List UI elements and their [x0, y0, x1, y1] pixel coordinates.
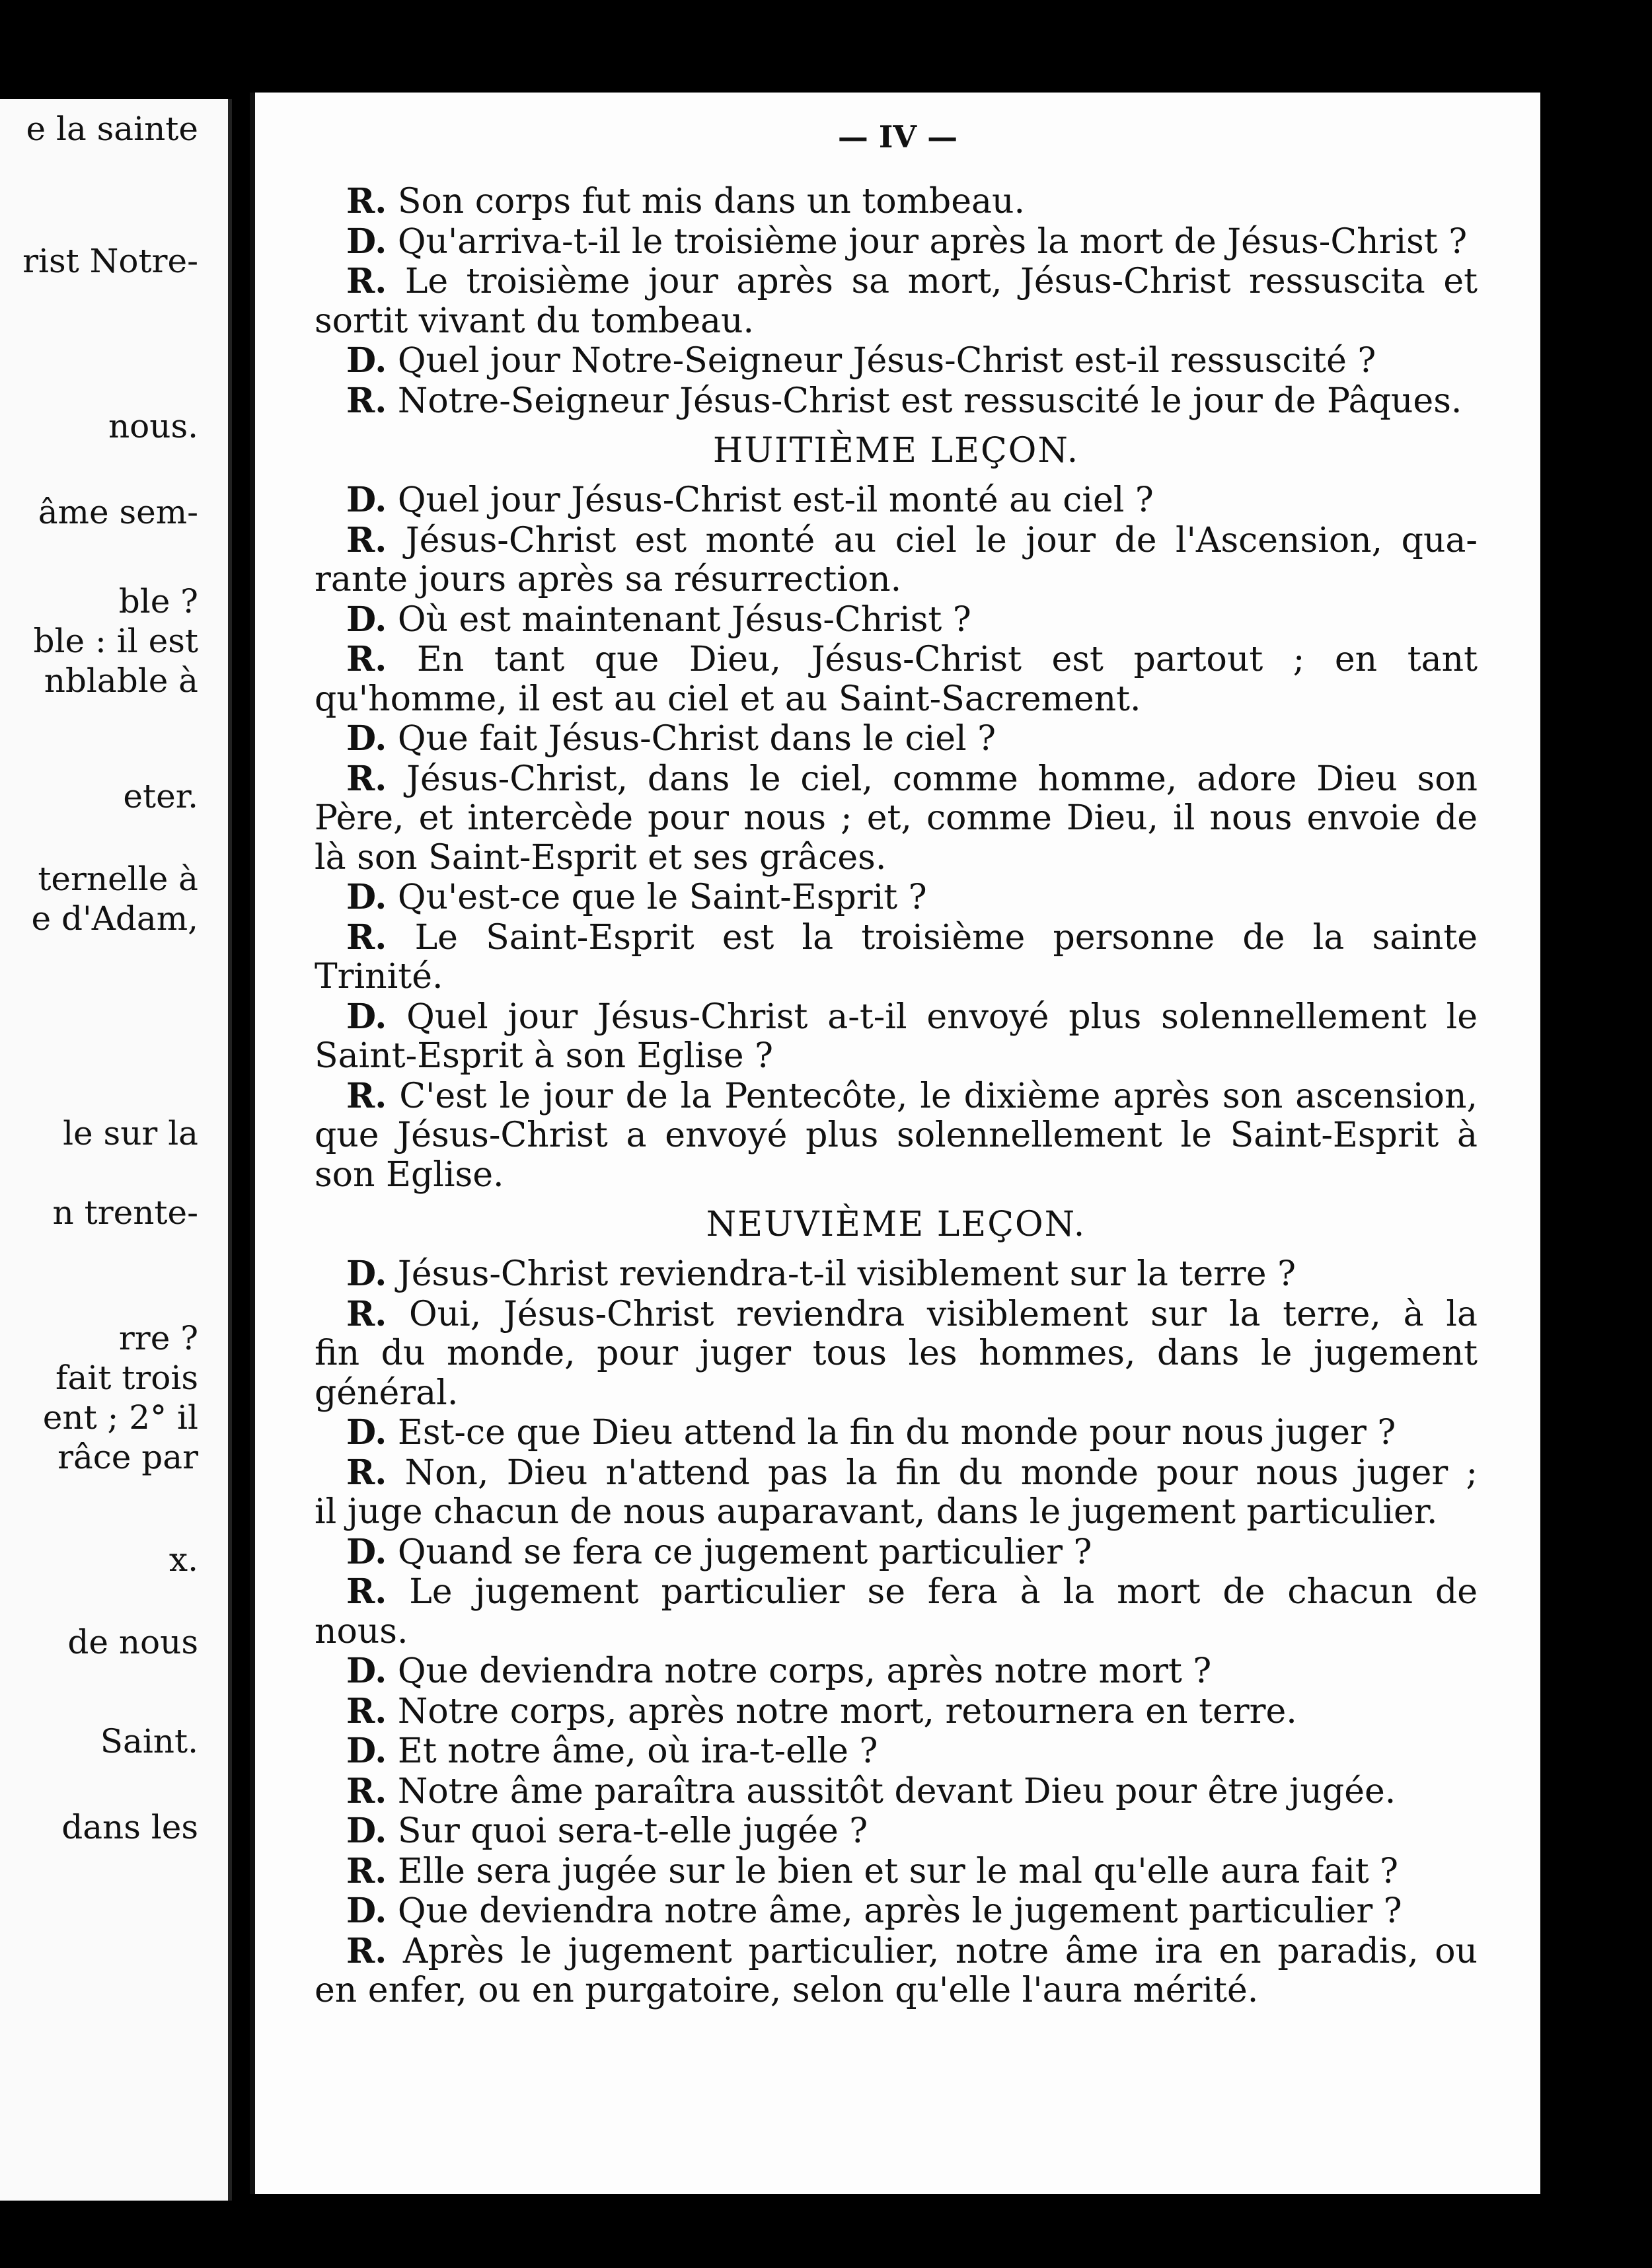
line-text: là son Saint-Esprit et ses grâces.	[315, 837, 887, 878]
text-line	[315, 1852, 1478, 1892]
text-line	[315, 878, 1478, 918]
line-text: Quel jour Notre-Seigneur Jésus-Christ est-il ressuscité ?	[397, 341, 1376, 381]
text-line	[315, 222, 1478, 262]
page-number: — IV —	[837, 119, 958, 155]
line-text: Quand se fera ce jugement particulier ?	[397, 1532, 1092, 1572]
question-label: D.	[346, 718, 387, 759]
line-text: rante jours après sa résurrection.	[315, 560, 902, 599]
question-label: D.	[346, 340, 387, 381]
line-text: C'est le jour de la Pentecôte, le dixième après son ascension,	[399, 1076, 1478, 1116]
text-line	[315, 1772, 1478, 1812]
question-label: D.	[346, 1412, 387, 1453]
answer-label: R.	[346, 261, 387, 301]
text-line	[315, 1374, 1478, 1414]
left-page-fragment: rre ?	[118, 1319, 198, 1357]
text-line	[315, 1932, 1478, 1972]
left-page-fragment: le sur la	[63, 1114, 198, 1153]
line-text: Saint-Esprit à son Eglise ?	[315, 1036, 773, 1076]
text-line	[315, 1156, 1478, 1195]
text-line	[315, 958, 1478, 997]
line-text: Que deviendra notre corps, après notre mort ?	[397, 1651, 1212, 1691]
line-text: son Eglise.	[315, 1154, 504, 1195]
left-page-fragment: ent ; 2° il	[42, 1398, 198, 1437]
line-text: Son corps fut mis dans un tombeau.	[397, 182, 1026, 221]
question-label: D.	[346, 480, 387, 520]
question-label: D.	[346, 1731, 387, 1771]
question-label: D.	[346, 1254, 387, 1294]
line-text: Quel jour Jésus-Christ est-il monté au ciel ?	[397, 480, 1154, 520]
answer-label: R.	[346, 181, 387, 221]
text-line	[315, 1971, 1478, 2011]
text-line	[315, 918, 1478, 958]
question-label: D.	[346, 221, 387, 262]
text-line	[315, 1334, 1478, 1374]
text-line	[315, 1254, 1478, 1295]
lesson-heading: NEUVIÈME LEÇON.	[706, 1205, 1086, 1244]
answer-label: R.	[346, 1930, 387, 1971]
text-line	[315, 1493, 1478, 1532]
question-label: D.	[346, 1891, 387, 1931]
text-line	[315, 1077, 1478, 1117]
text-line	[315, 759, 1478, 800]
left-page-fragment: de nous	[67, 1623, 198, 1661]
line-text: Après le jugement particulier, notre âme ira en paradis, ou	[402, 1931, 1478, 1971]
text-line	[315, 1413, 1478, 1453]
text-line	[315, 1731, 1478, 1772]
line-text: Et notre âme, où ira-t-elle ?	[397, 1731, 878, 1771]
left-page-fragment: ble ?	[118, 582, 198, 621]
text-line	[315, 1037, 1478, 1077]
line-text: Notre-Seigneur Jésus-Christ est ressuscité le jour de Pâques.	[397, 381, 1462, 421]
left-page-fragment: ternelle à	[38, 860, 198, 898]
text-line	[315, 1612, 1478, 1652]
line-text: Est-ce que Dieu attend la fin du monde pour nous juger ?	[397, 1413, 1396, 1453]
line-text: Père, et intercède pour nous ; et, comme Dieu, il nous envoie de	[315, 798, 1478, 838]
text-line	[315, 381, 1478, 422]
text-line	[315, 839, 1478, 878]
line-text: Notre âme paraîtra aussitôt devant Dieu pour être jugée.	[397, 1771, 1396, 1811]
left-page-fragment: nblable à	[44, 662, 198, 700]
line-text: En tant que Dieu, Jésus-Christ est partout ; en tant	[416, 640, 1478, 679]
line-text: Non, Dieu n'attend pas la fin du monde pour nous juger ;	[404, 1453, 1478, 1493]
left-page-fragment: fait trois	[55, 1359, 198, 1397]
left-page-fragment: nous.	[108, 407, 198, 445]
line-text: Que deviendra notre âme, après le jugement particulier ?	[397, 1891, 1402, 1931]
text-line	[315, 560, 1478, 600]
answer-label: R.	[346, 917, 387, 958]
text-line	[315, 1453, 1478, 1493]
line-text: fin du monde, pour juger tous les hommes, dans le jugement	[315, 1334, 1478, 1373]
line-text: sortit vivant du tombeau.	[315, 301, 755, 341]
answer-label: R.	[346, 1452, 387, 1493]
question-label: D.	[346, 877, 387, 917]
question-label: D.	[346, 1531, 387, 1572]
text-line	[315, 640, 1478, 680]
left-page-fragment: eter.	[123, 777, 198, 815]
text-line	[315, 302, 1478, 342]
line-text: Trinité.	[315, 957, 443, 997]
answer-label: R.	[346, 519, 387, 560]
answer-label: R.	[346, 1571, 387, 1612]
left-page-fragment: âme sem-	[38, 493, 198, 531]
text-line	[315, 1116, 1478, 1156]
line-text: général.	[315, 1373, 459, 1413]
line-text: Sur quoi sera-t-elle jugée ?	[397, 1811, 868, 1851]
line-text: Qu'arriva-t-il le troisième jour après la mort de Jésus-Christ ?	[397, 221, 1468, 262]
line-text: qu'homme, il est au ciel et au Saint-Sacrement.	[315, 679, 1141, 719]
left-page-fragment: Saint.	[100, 1722, 198, 1760]
line-text: Jésus-Christ est monté au ciel le jour de l'Ascension, qua-	[405, 520, 1478, 560]
text-line	[315, 799, 1478, 839]
left-page-fragment: râce par	[57, 1438, 198, 1476]
line-text: Elle sera jugée sur le bien et sur le mal qu'elle aura fait ?	[397, 1851, 1399, 1891]
text-line	[315, 182, 1478, 222]
answer-label: R.	[346, 380, 387, 421]
left-page	[0, 99, 232, 2201]
text-line	[315, 1295, 1478, 1335]
text-line	[315, 600, 1478, 640]
text-line	[315, 1651, 1478, 1692]
text-line	[315, 997, 1478, 1038]
line-text: Où est maintenant Jésus-Christ ?	[397, 599, 971, 640]
answer-label: R.	[346, 1690, 387, 1731]
line-text: Notre corps, après notre mort, retournera en terre.	[397, 1691, 1297, 1731]
question-label: D.	[346, 996, 387, 1037]
line-text: Le jugement particulier se fera à la mort de chacun de	[409, 1572, 1478, 1612]
answer-label: R.	[346, 1770, 387, 1811]
line-text: Qu'est-ce que le Saint-Esprit ?	[397, 878, 927, 917]
text-line	[315, 1692, 1478, 1732]
left-page-fragment: ble : il est	[33, 622, 198, 660]
line-text: que Jésus-Christ a envoyé plus solennellement le Saint-Esprit à	[315, 1115, 1478, 1155]
text-line	[315, 719, 1478, 759]
line-text: il juge chacun de nous auparavant, dans le jugement particulier.	[315, 1492, 1438, 1532]
line-text: Oui, Jésus-Christ reviendra visiblement sur la terre, à la	[409, 1294, 1478, 1334]
answer-label: R.	[346, 1293, 387, 1334]
line-text: Que fait Jésus-Christ dans le ciel ?	[397, 719, 996, 759]
question-label: D.	[346, 599, 387, 640]
text-line	[315, 1891, 1478, 1932]
left-page-fragment: rist Notre-	[22, 242, 198, 280]
left-page-fragment: x.	[169, 1540, 198, 1579]
left-page-fragment: n trente-	[52, 1193, 198, 1232]
answer-label: R.	[346, 1850, 387, 1891]
right-page	[250, 93, 1540, 2194]
left-page-fragment: e d'Adam,	[31, 899, 198, 938]
left-page-fragment: dans les	[61, 1808, 198, 1846]
text-line	[315, 1811, 1478, 1852]
answer-label: R.	[346, 639, 387, 679]
text-line	[315, 1532, 1478, 1573]
text-line	[315, 521, 1478, 561]
line-text: en enfer, ou en purgatoire, selon qu'elle l'aura mérité.	[315, 1971, 1259, 2010]
line-text: Le troisième jour après sa mort, Jésus-Christ ressuscita et	[404, 262, 1478, 301]
lesson-heading: HUITIÈME LEÇON.	[712, 431, 1080, 471]
catechism-text	[315, 182, 1478, 2011]
text-line	[315, 341, 1478, 381]
answer-label: R.	[346, 1075, 387, 1116]
text-line	[315, 1572, 1478, 1612]
line-text: Le Saint-Esprit est la troisième personne de la sainte	[414, 917, 1478, 958]
line-text: Jésus-Christ reviendra-t-il visiblement sur la terre ?	[397, 1254, 1296, 1294]
line-text: nous.	[315, 1611, 408, 1651]
left-page-fragment: e la sainte	[26, 110, 198, 148]
text-line	[315, 680, 1478, 720]
text-line	[315, 262, 1478, 302]
line-text: Jésus-Christ, dans le ciel, comme homme, adore Dieu son	[406, 759, 1478, 799]
question-label: D.	[346, 1651, 387, 1691]
text-line	[315, 480, 1478, 521]
line-text: Quel jour Jésus-Christ a-t-il envoyé plus solennellement le	[406, 997, 1478, 1037]
answer-label: R.	[346, 758, 387, 799]
question-label: D.	[346, 1811, 387, 1851]
